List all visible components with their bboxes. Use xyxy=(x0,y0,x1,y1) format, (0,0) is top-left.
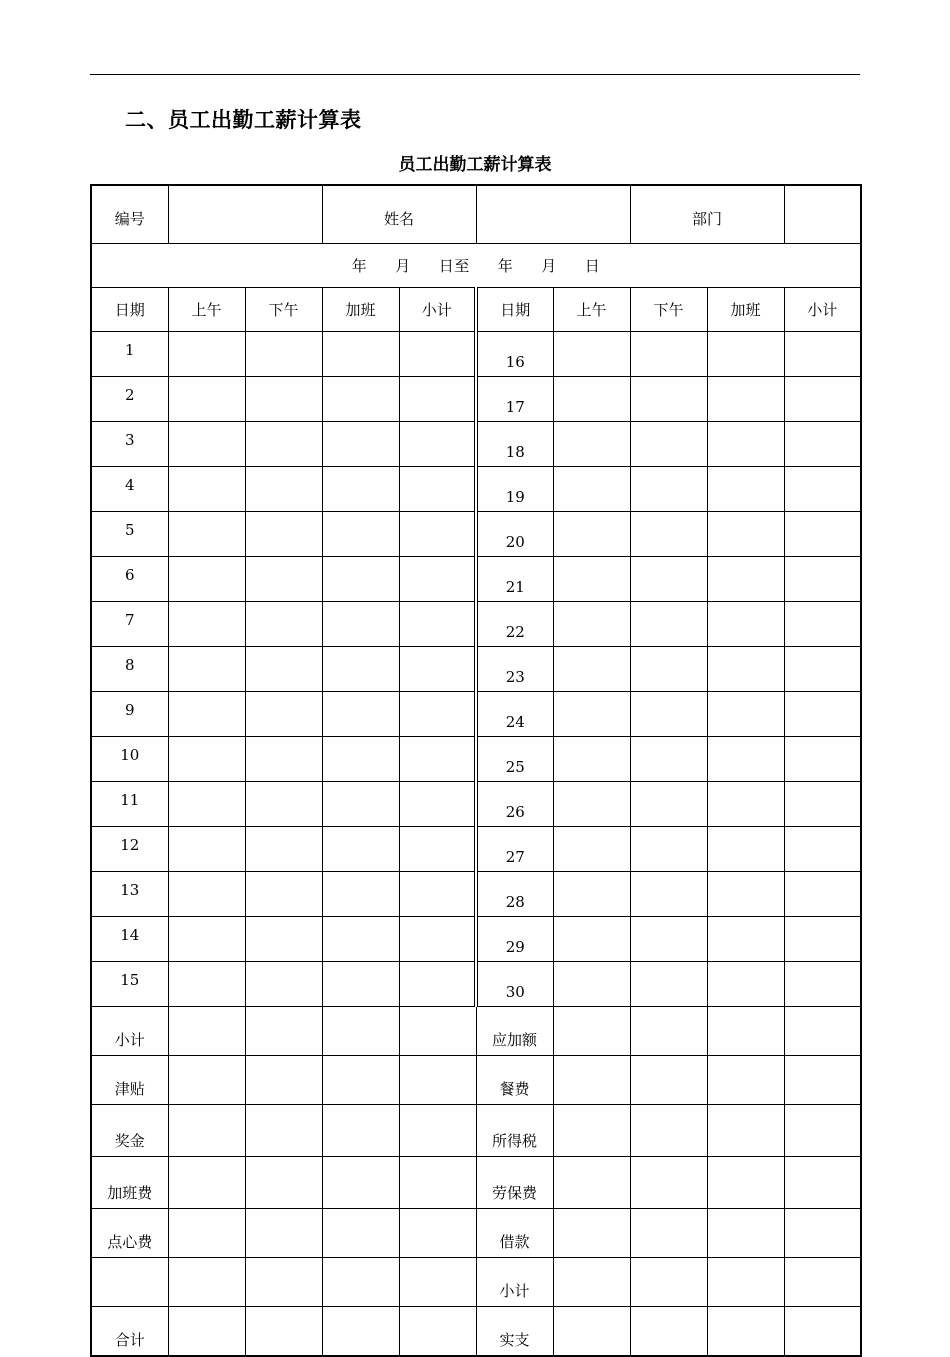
subtotal-cell[interactable] xyxy=(784,737,861,782)
summary-value-cell[interactable] xyxy=(784,1056,861,1105)
summary-row xyxy=(91,1007,861,1056)
summary-row xyxy=(91,1105,861,1157)
summary-label-left: 点心费 xyxy=(91,1209,168,1258)
day-number-right: 16 xyxy=(476,332,553,377)
summary-value-cell[interactable] xyxy=(168,1007,245,1056)
morning-cell[interactable] xyxy=(553,737,630,782)
overtime-cell[interactable] xyxy=(322,962,399,1007)
afternoon-cell[interactable] xyxy=(245,332,322,377)
summary-value-cell[interactable] xyxy=(399,1258,476,1307)
summary-value-cell[interactable] xyxy=(322,1307,399,1357)
summary-value-cell[interactable] xyxy=(553,1157,630,1209)
afternoon-cell[interactable] xyxy=(630,422,707,467)
subtotal-cell[interactable] xyxy=(784,647,861,692)
day-number-right: 19 xyxy=(476,467,553,512)
morning-cell[interactable] xyxy=(553,332,630,377)
morning-cell[interactable] xyxy=(168,782,245,827)
day-number-left: 5 xyxy=(91,512,168,557)
summary-value-cell[interactable] xyxy=(707,1307,784,1357)
day-row xyxy=(91,872,861,917)
col-header-subtotal-right: 小计 xyxy=(784,288,861,332)
col-header-morning-left: 上午 xyxy=(168,288,245,332)
summary-value-cell[interactable] xyxy=(553,1056,630,1105)
day-number-left: 4 xyxy=(91,467,168,512)
column-header-row xyxy=(91,288,861,332)
subtotal-cell[interactable] xyxy=(399,962,476,1007)
col-header-afternoon-left: 下午 xyxy=(245,288,322,332)
overtime-cell[interactable] xyxy=(707,512,784,557)
subtotal-cell[interactable] xyxy=(399,782,476,827)
day-number-right: 24 xyxy=(476,692,553,737)
morning-cell[interactable] xyxy=(168,872,245,917)
summary-value-cell[interactable] xyxy=(168,1307,245,1357)
summary-value-cell[interactable] xyxy=(707,1056,784,1105)
day-number-right: 20 xyxy=(476,512,553,557)
summary-value-cell[interactable] xyxy=(245,1209,322,1258)
afternoon-cell[interactable] xyxy=(245,962,322,1007)
summary-value-cell[interactable] xyxy=(399,1105,476,1157)
day-row xyxy=(91,737,861,782)
morning-cell[interactable] xyxy=(168,692,245,737)
subtotal-cell[interactable] xyxy=(399,467,476,512)
day-number-left: 8 xyxy=(91,647,168,692)
day-number-left: 11 xyxy=(91,782,168,827)
subtotal-cell[interactable] xyxy=(784,827,861,872)
day-row xyxy=(91,377,861,422)
summary-label-right: 所得税 xyxy=(476,1105,553,1157)
summary-value-cell[interactable] xyxy=(630,1209,707,1258)
morning-cell[interactable] xyxy=(168,467,245,512)
overtime-cell[interactable] xyxy=(707,467,784,512)
morning-cell[interactable] xyxy=(168,647,245,692)
summary-value-cell[interactable] xyxy=(399,1209,476,1258)
summary-label-left: 合计 xyxy=(91,1307,168,1357)
overtime-cell[interactable] xyxy=(322,602,399,647)
summary-label-left: 加班费 xyxy=(91,1157,168,1209)
overtime-cell[interactable] xyxy=(707,782,784,827)
day-number-left: 13 xyxy=(91,872,168,917)
day-number-right: 17 xyxy=(476,377,553,422)
overtime-cell[interactable] xyxy=(322,512,399,557)
day-number-right: 27 xyxy=(476,827,553,872)
day-number-right: 22 xyxy=(476,602,553,647)
name-field[interactable] xyxy=(476,185,630,244)
overtime-cell[interactable] xyxy=(707,647,784,692)
subtotal-cell[interactable] xyxy=(399,647,476,692)
morning-cell[interactable] xyxy=(553,647,630,692)
summary-value-cell[interactable] xyxy=(245,1157,322,1209)
day-number-right: 21 xyxy=(476,557,553,602)
morning-cell[interactable] xyxy=(168,377,245,422)
subtotal-cell[interactable] xyxy=(399,512,476,557)
day-row xyxy=(91,782,861,827)
morning-cell[interactable] xyxy=(553,917,630,962)
period-month-end: 月 xyxy=(541,257,557,275)
summary-value-cell[interactable] xyxy=(322,1209,399,1258)
summary-value-cell[interactable] xyxy=(784,1209,861,1258)
summary-value-cell[interactable] xyxy=(322,1056,399,1105)
subtotal-cell[interactable] xyxy=(399,377,476,422)
morning-cell[interactable] xyxy=(553,602,630,647)
overtime-cell[interactable] xyxy=(322,737,399,782)
period-day-end: 日 xyxy=(584,257,601,275)
summary-value-cell[interactable] xyxy=(784,1307,861,1357)
dept-label: 部门 xyxy=(630,185,784,244)
afternoon-cell[interactable] xyxy=(245,467,322,512)
col-header-date-left: 日期 xyxy=(91,288,168,332)
morning-cell[interactable] xyxy=(168,422,245,467)
period-row xyxy=(91,244,861,288)
afternoon-cell[interactable] xyxy=(630,962,707,1007)
subtotal-cell[interactable] xyxy=(784,962,861,1007)
col-header-date-right: 日期 xyxy=(476,288,553,332)
day-number-left: 7 xyxy=(91,602,168,647)
summary-label-left xyxy=(91,1258,168,1307)
subtotal-cell[interactable] xyxy=(784,332,861,377)
summary-label-right: 劳保费 xyxy=(476,1157,553,1209)
summary-label-right: 小计 xyxy=(476,1258,553,1307)
table-title: 员工出勤工薪计算表 xyxy=(398,155,552,175)
overtime-cell[interactable] xyxy=(322,827,399,872)
morning-cell[interactable] xyxy=(553,872,630,917)
summary-value-cell[interactable] xyxy=(553,1007,630,1056)
summary-value-cell[interactable] xyxy=(707,1258,784,1307)
summary-value-cell[interactable] xyxy=(245,1007,322,1056)
overtime-cell[interactable] xyxy=(322,332,399,377)
summary-value-cell[interactable] xyxy=(553,1105,630,1157)
morning-cell[interactable] xyxy=(553,827,630,872)
id-field[interactable] xyxy=(168,185,322,244)
subtotal-cell[interactable] xyxy=(784,512,861,557)
overtime-cell[interactable] xyxy=(707,917,784,962)
summary-value-cell[interactable] xyxy=(322,1007,399,1056)
subtotal-cell[interactable] xyxy=(784,557,861,602)
day-number-left: 9 xyxy=(91,692,168,737)
summary-value-cell[interactable] xyxy=(707,1209,784,1258)
period-cell[interactable] xyxy=(91,244,861,288)
summary-value-cell[interactable] xyxy=(245,1056,322,1105)
afternoon-cell[interactable] xyxy=(630,692,707,737)
morning-cell[interactable] xyxy=(168,332,245,377)
morning-cell[interactable] xyxy=(168,512,245,557)
day-number-right: 23 xyxy=(476,647,553,692)
subtotal-cell[interactable] xyxy=(784,422,861,467)
subtotal-cell[interactable] xyxy=(399,872,476,917)
summary-label-right: 应加额 xyxy=(476,1007,553,1056)
summary-label-right: 借款 xyxy=(476,1209,553,1258)
summary-value-cell[interactable] xyxy=(399,1056,476,1105)
morning-cell[interactable] xyxy=(553,377,630,422)
col-header-morning-right: 上午 xyxy=(553,288,630,332)
subtotal-cell[interactable] xyxy=(399,602,476,647)
summary-value-cell[interactable] xyxy=(399,1307,476,1357)
afternoon-cell[interactable] xyxy=(245,692,322,737)
day-number-right: 26 xyxy=(476,782,553,827)
afternoon-cell[interactable] xyxy=(245,917,322,962)
summary-value-cell[interactable] xyxy=(168,1157,245,1209)
overtime-cell[interactable] xyxy=(707,737,784,782)
summary-value-cell[interactable] xyxy=(168,1209,245,1258)
day-row xyxy=(91,917,861,962)
afternoon-cell[interactable] xyxy=(245,557,322,602)
summary-value-cell[interactable] xyxy=(553,1258,630,1307)
attendance-wage-table xyxy=(90,184,862,1357)
morning-cell[interactable] xyxy=(168,962,245,1007)
summary-value-cell[interactable] xyxy=(553,1209,630,1258)
overtime-cell[interactable] xyxy=(707,827,784,872)
day-number-left: 15 xyxy=(91,962,168,1007)
summary-value-cell[interactable] xyxy=(707,1105,784,1157)
summary-value-cell[interactable] xyxy=(553,1307,630,1357)
summary-value-cell[interactable] xyxy=(168,1105,245,1157)
overtime-cell[interactable] xyxy=(707,557,784,602)
morning-cell[interactable] xyxy=(553,692,630,737)
day-number-right: 28 xyxy=(476,872,553,917)
morning-cell[interactable] xyxy=(168,827,245,872)
day-number-left: 3 xyxy=(91,422,168,467)
summary-value-cell[interactable] xyxy=(630,1157,707,1209)
id-label: 编号 xyxy=(91,185,168,244)
subtotal-cell[interactable] xyxy=(399,557,476,602)
afternoon-cell[interactable] xyxy=(630,467,707,512)
table-body xyxy=(91,185,861,1356)
summary-row xyxy=(91,1209,861,1258)
period-day-to: 日至 xyxy=(438,257,470,275)
afternoon-cell[interactable] xyxy=(630,827,707,872)
afternoon-cell[interactable] xyxy=(245,647,322,692)
day-row xyxy=(91,557,861,602)
section-heading: 二、员工出勤工薪计算表 xyxy=(125,108,362,132)
subtotal-cell[interactable] xyxy=(399,917,476,962)
period-year-start: 年 xyxy=(351,257,368,275)
morning-cell[interactable] xyxy=(168,557,245,602)
afternoon-cell[interactable] xyxy=(245,377,322,422)
subtotal-cell[interactable] xyxy=(784,692,861,737)
day-number-left: 10 xyxy=(91,737,168,782)
col-header-overtime-left: 加班 xyxy=(322,288,399,332)
afternoon-cell[interactable] xyxy=(630,377,707,422)
overtime-cell[interactable] xyxy=(322,557,399,602)
summary-value-cell[interactable] xyxy=(630,1105,707,1157)
overtime-cell[interactable] xyxy=(322,872,399,917)
afternoon-cell[interactable] xyxy=(630,332,707,377)
morning-cell[interactable] xyxy=(553,782,630,827)
day-row xyxy=(91,332,861,377)
afternoon-cell[interactable] xyxy=(245,872,322,917)
morning-cell[interactable] xyxy=(553,512,630,557)
day-number-left: 6 xyxy=(91,557,168,602)
day-row xyxy=(91,467,861,512)
afternoon-cell[interactable] xyxy=(630,602,707,647)
summary-value-cell[interactable] xyxy=(322,1105,399,1157)
morning-cell[interactable] xyxy=(553,557,630,602)
summary-value-cell[interactable] xyxy=(168,1056,245,1105)
subtotal-cell[interactable] xyxy=(784,602,861,647)
summary-label-left: 奖金 xyxy=(91,1105,168,1157)
top-rule xyxy=(90,74,860,75)
subtotal-cell[interactable] xyxy=(784,377,861,422)
day-number-right: 30 xyxy=(476,962,553,1007)
summary-row xyxy=(91,1157,861,1209)
subtotal-cell[interactable] xyxy=(399,692,476,737)
summary-row xyxy=(91,1056,861,1105)
overtime-cell[interactable] xyxy=(707,692,784,737)
day-number-left: 1 xyxy=(91,332,168,377)
morning-cell[interactable] xyxy=(553,467,630,512)
morning-cell[interactable] xyxy=(553,422,630,467)
summary-value-cell[interactable] xyxy=(168,1258,245,1307)
col-header-overtime-right: 加班 xyxy=(707,288,784,332)
summary-row xyxy=(91,1258,861,1307)
summary-value-cell[interactable] xyxy=(630,1007,707,1056)
day-number-right: 25 xyxy=(476,737,553,782)
afternoon-cell[interactable] xyxy=(245,827,322,872)
overtime-cell[interactable] xyxy=(707,872,784,917)
summary-value-cell[interactable] xyxy=(630,1056,707,1105)
overtime-cell[interactable] xyxy=(322,647,399,692)
subtotal-cell[interactable] xyxy=(399,332,476,377)
summary-value-cell[interactable] xyxy=(784,1105,861,1157)
day-row xyxy=(91,962,861,1007)
overtime-cell[interactable] xyxy=(322,692,399,737)
summary-value-cell[interactable] xyxy=(245,1307,322,1357)
subtotal-cell[interactable] xyxy=(784,917,861,962)
col-header-subtotal-left: 小计 xyxy=(399,288,476,332)
summary-value-cell[interactable] xyxy=(322,1157,399,1209)
summary-value-cell[interactable] xyxy=(707,1157,784,1209)
overtime-cell[interactable] xyxy=(707,332,784,377)
subtotal-cell[interactable] xyxy=(784,467,861,512)
afternoon-cell[interactable] xyxy=(630,917,707,962)
summary-value-cell[interactable] xyxy=(784,1258,861,1307)
overtime-cell[interactable] xyxy=(707,377,784,422)
summary-row xyxy=(91,1307,861,1357)
subtotal-cell[interactable] xyxy=(399,827,476,872)
morning-cell[interactable] xyxy=(553,962,630,1007)
summary-label-left: 津贴 xyxy=(91,1056,168,1105)
overtime-cell[interactable] xyxy=(707,422,784,467)
summary-label-left: 小计 xyxy=(91,1007,168,1056)
afternoon-cell[interactable] xyxy=(630,737,707,782)
dept-field[interactable] xyxy=(784,185,861,244)
day-row xyxy=(91,422,861,467)
subtotal-cell[interactable] xyxy=(399,737,476,782)
period-year-end: 年 xyxy=(497,257,514,275)
summary-label-right: 实支 xyxy=(476,1307,553,1357)
summary-value-cell[interactable] xyxy=(245,1258,322,1307)
overtime-cell[interactable] xyxy=(707,962,784,1007)
name-label: 姓名 xyxy=(322,185,476,244)
period-month-start: 月 xyxy=(395,257,411,275)
afternoon-cell[interactable] xyxy=(245,737,322,782)
afternoon-cell[interactable] xyxy=(245,422,322,467)
day-number-left: 2 xyxy=(91,377,168,422)
summary-value-cell[interactable] xyxy=(399,1157,476,1209)
day-row xyxy=(91,602,861,647)
overtime-cell[interactable] xyxy=(322,467,399,512)
subtotal-cell[interactable] xyxy=(399,422,476,467)
summary-value-cell[interactable] xyxy=(630,1258,707,1307)
subtotal-cell[interactable] xyxy=(784,872,861,917)
overtime-cell[interactable] xyxy=(322,917,399,962)
overtime-cell[interactable] xyxy=(322,377,399,422)
day-row xyxy=(91,512,861,557)
day-number-left: 14 xyxy=(91,917,168,962)
summary-value-cell[interactable] xyxy=(784,1157,861,1209)
day-number-left: 12 xyxy=(91,827,168,872)
morning-cell[interactable] xyxy=(168,917,245,962)
afternoon-cell[interactable] xyxy=(630,512,707,557)
summary-label-right: 餐费 xyxy=(476,1056,553,1105)
overtime-cell[interactable] xyxy=(322,782,399,827)
subtotal-cell[interactable] xyxy=(784,782,861,827)
day-row xyxy=(91,647,861,692)
summary-value-cell[interactable] xyxy=(399,1007,476,1056)
summary-value-cell[interactable] xyxy=(707,1007,784,1056)
afternoon-cell[interactable] xyxy=(630,872,707,917)
morning-cell[interactable] xyxy=(168,602,245,647)
overtime-cell[interactable] xyxy=(322,422,399,467)
day-number-right: 18 xyxy=(476,422,553,467)
afternoon-cell[interactable] xyxy=(630,647,707,692)
summary-value-cell[interactable] xyxy=(322,1258,399,1307)
day-row xyxy=(91,692,861,737)
morning-cell[interactable] xyxy=(168,737,245,782)
summary-value-cell[interactable] xyxy=(784,1007,861,1056)
day-row xyxy=(91,827,861,872)
afternoon-cell[interactable] xyxy=(630,782,707,827)
afternoon-cell[interactable] xyxy=(245,512,322,557)
afternoon-cell[interactable] xyxy=(630,557,707,602)
summary-value-cell[interactable] xyxy=(245,1105,322,1157)
afternoon-cell[interactable] xyxy=(245,782,322,827)
overtime-cell[interactable] xyxy=(707,602,784,647)
info-row xyxy=(91,185,861,244)
day-number-right: 29 xyxy=(476,917,553,962)
afternoon-cell[interactable] xyxy=(245,602,322,647)
summary-value-cell[interactable] xyxy=(630,1307,707,1357)
col-header-afternoon-right: 下午 xyxy=(630,288,707,332)
